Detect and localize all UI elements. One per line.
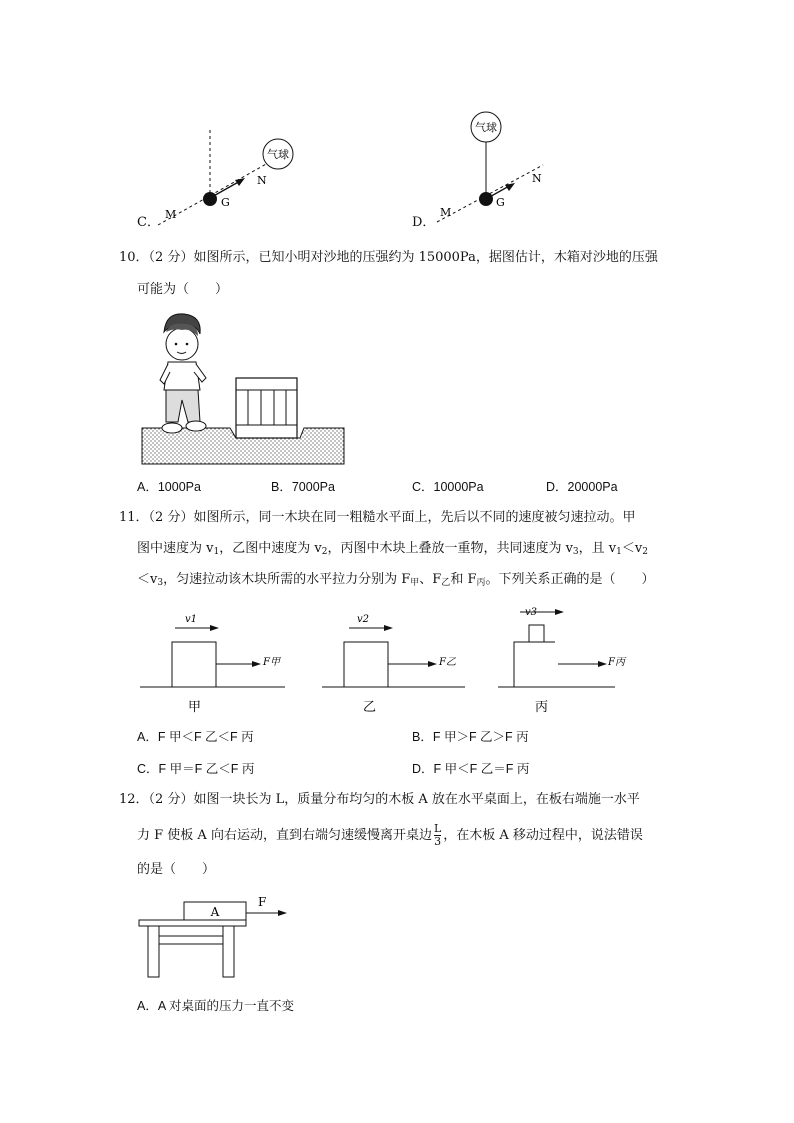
balloon-label: 气球 [267, 148, 289, 161]
svg-text:F乙: F乙 [439, 657, 456, 668]
q10-option-a[interactable]: A．1000Pa [137, 480, 201, 494]
svg-text:丙: 丙 [535, 700, 549, 715]
svg-text:N: N [532, 172, 542, 185]
q9-option-d-diagram [425, 110, 575, 230]
q11-option-a[interactable]: A．F 甲＜F 乙＜F 丙 [137, 730, 254, 744]
svg-text:v1: v1 [185, 614, 198, 625]
q12-stem-line2: 力 F 使板 A 向右运动，直到右端匀速缓慢离开桌边 $\frac{L}{3}$ ，在木板 A 移动过程中，说法错误 [137, 822, 643, 848]
q11-stem-line3: $<v_3$，匀速拉动该木块所需的水平拉力分别为 $F_甲$、$F_乙$和 $F_丙$。下列关系正确的是（ ） [137, 572, 655, 588]
svg-text:乙: 乙 [363, 700, 377, 715]
q11-v3-arrow [510, 600, 570, 620]
q11-option-d[interactable]: D．F 甲＜F 乙＝F 丙 [412, 762, 530, 776]
q10-stem-line2: 可能为（ ） [137, 282, 229, 297]
fraction-l-over-3: $\frac{L}{3}$ [433, 822, 442, 848]
q12-stem-line3: 的是（ ） [137, 862, 216, 877]
svg-text:G: G [496, 196, 505, 209]
svg-text:气球: 气球 [475, 121, 497, 134]
q10-stem-line1: 10．（2 分）如图所示，已知小明对沙地的压强约为 15000Pa，据图估计，木箱对沙地的压强 [119, 250, 658, 265]
q10-option-c[interactable]: C．10000Pa [412, 480, 484, 494]
q9-option-d-label[interactable]: D． [412, 215, 436, 230]
q9-option-c-diagram [150, 122, 310, 232]
svg-text:M: M [165, 208, 177, 221]
boy-illustration [160, 314, 206, 433]
svg-text:甲: 甲 [188, 700, 202, 715]
svg-text:G: G [221, 196, 230, 209]
svg-text:F: F [258, 895, 267, 909]
svg-text:F丙: F丙 [608, 657, 625, 668]
svg-text:M: M [440, 206, 452, 219]
q10-option-b[interactable]: B．7000Pa [271, 480, 335, 494]
q12-option-a[interactable]: A．A 对桌面的压力一直不变 [137, 999, 294, 1013]
q11-figure-bing-extension [555, 605, 635, 705]
q12-stem-line1: 12．（2 分）如图一块长为 L，质量分布均匀的木板 A 放在水平桌面上，在板右端施一水平 [119, 792, 640, 807]
q11-stem-line1: 11．（2 分）如图所示，同一木块在同一粗糙水平面上，先后以不同的速度被匀速拉动。甲 [119, 510, 636, 525]
ball-g [203, 192, 217, 206]
svg-text:N: N [257, 174, 267, 187]
q11-figure-three-blocks [135, 605, 555, 720]
q10-figure-boy-and-box [140, 310, 346, 466]
q12-figure-board-on-table [135, 893, 305, 985]
svg-text:v3: v3 [525, 607, 538, 618]
svg-text:F甲: F甲 [263, 657, 280, 668]
q10-option-d[interactable]: D．20000Pa [546, 480, 618, 494]
q11-option-c[interactable]: C．F 甲＝F 乙＜F 丙 [137, 762, 255, 776]
q9-option-c-label[interactable]: C． [137, 215, 160, 230]
q11-option-b[interactable]: B．F 甲＞F 乙＞F 丙 [412, 730, 529, 744]
svg-text:A: A [210, 905, 220, 919]
svg-text:v2: v2 [357, 614, 370, 625]
q11-stem-line2: 图中速度为 $v_1$，乙图中速度为 $v_2$，丙图中木块上叠放一重物，共同速度为 $v_3$，且 $v_1<v_2$ [137, 541, 648, 557]
